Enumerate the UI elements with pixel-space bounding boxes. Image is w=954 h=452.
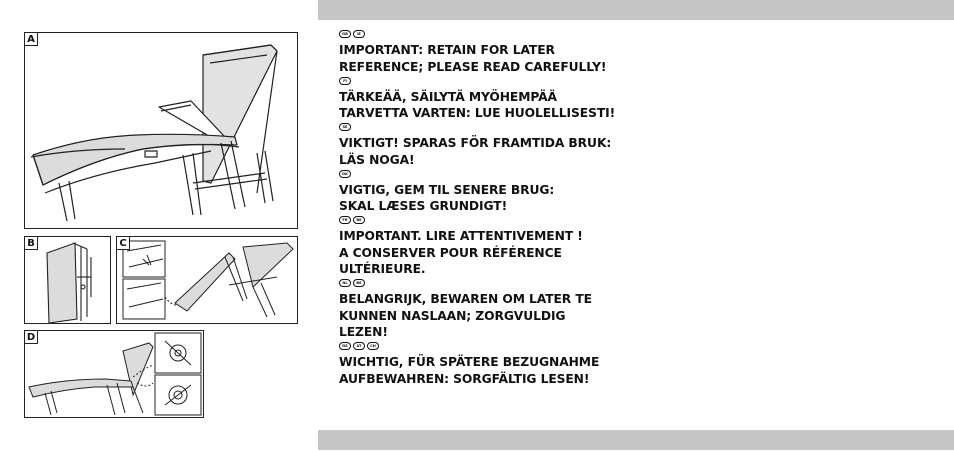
country-code-icon: BE: [353, 216, 365, 224]
footer-band: [318, 430, 954, 450]
figure-panel-c: [116, 236, 298, 324]
notice-entry: [339, 342, 669, 387]
figure-panel-b: [24, 236, 111, 324]
country-flags: [339, 77, 669, 85]
notice-entry: [339, 216, 669, 278]
figure-panel-a: [24, 32, 298, 229]
notice-entry: [339, 77, 669, 122]
notice-entry: [339, 170, 669, 215]
notice-heading-line: TÄRKEÄÄ, SÄILYTÄ MYÖHEMPÄÄ: [339, 89, 557, 104]
notice-headings: [339, 30, 669, 389]
panel-label-b: B: [24, 236, 38, 250]
header-band: [318, 0, 954, 20]
notice-heading-line: TARVETTA VARTEN: LUE HUOLELLISESTI!: [339, 106, 616, 120]
country-code-icon: GB: [339, 30, 351, 38]
panel-label-a: A: [24, 32, 38, 46]
panel-label-d: D: [24, 330, 38, 344]
notice-heading-line: KUNNEN NASLAAN; ZORGVULDIG: [339, 308, 566, 323]
notice-entry: [339, 30, 669, 75]
adjustment-detail-illustration: [117, 237, 299, 325]
country-code-icon: AT: [353, 342, 365, 350]
notice-heading-line: VIGTIG, GEM TIL SENERE BRUG:: [339, 182, 555, 197]
figure-panel-d: [24, 330, 204, 418]
notice-heading-line: WICHTIG, FÜR SPÄTERE BEZUGNAHME: [339, 355, 600, 369]
notice-heading-line: IMPORTANT. LIRE ATTENTIVEMENT !: [339, 229, 583, 243]
country-flags: [339, 170, 669, 178]
notice-entry: [339, 279, 669, 341]
country-code-icon: FI: [339, 77, 351, 85]
notice-heading-line: LEZEN!: [339, 325, 388, 339]
assembly-detail-illustration: [25, 331, 205, 419]
country-code-icon: SE: [339, 123, 351, 131]
country-code-icon: IE: [353, 30, 365, 38]
lounger-illustration: [25, 33, 299, 230]
notice-heading-line: ULTÉRIEURE.: [339, 262, 426, 276]
country-code-icon: DK: [339, 170, 351, 178]
notice-heading-line: REFERENCE; PLEASE READ CAREFULLY!: [339, 59, 607, 74]
country-flags: [339, 123, 669, 131]
country-flags: [339, 342, 669, 350]
country-code-icon: NL: [339, 279, 351, 287]
notice-heading-line: IMPORTANT: RETAIN FOR LATER: [339, 43, 555, 57]
notice-heading-line: BELANGRIJK, BEWAREN OM LATER TE: [339, 292, 592, 306]
country-flags: [339, 30, 669, 38]
country-code-icon: BE: [353, 279, 365, 287]
country-flags: [339, 216, 669, 224]
notice-heading-line: SKAL LÆSES GRUNDIGT!: [339, 199, 508, 213]
notice-heading-line: VIKTIGT! SPARAS FÖR FRAMTIDA BRUK:: [339, 136, 612, 150]
panel-label-c: C: [116, 236, 130, 250]
notice-heading-line: AUFBEWAHREN: SORGFÄLTIG LESEN!: [339, 371, 590, 386]
folded-chair-illustration: [25, 237, 112, 325]
country-code-icon: DE: [339, 342, 351, 350]
country-code-icon: FR: [339, 216, 351, 224]
country-flags: [339, 279, 669, 287]
notice-entry: [339, 123, 669, 168]
notice-heading-line: LÄS NOGA!: [339, 152, 415, 167]
notice-heading-line: A CONSERVER POUR RÉFÉRENCE: [339, 245, 562, 260]
country-code-icon: CH: [367, 342, 379, 350]
